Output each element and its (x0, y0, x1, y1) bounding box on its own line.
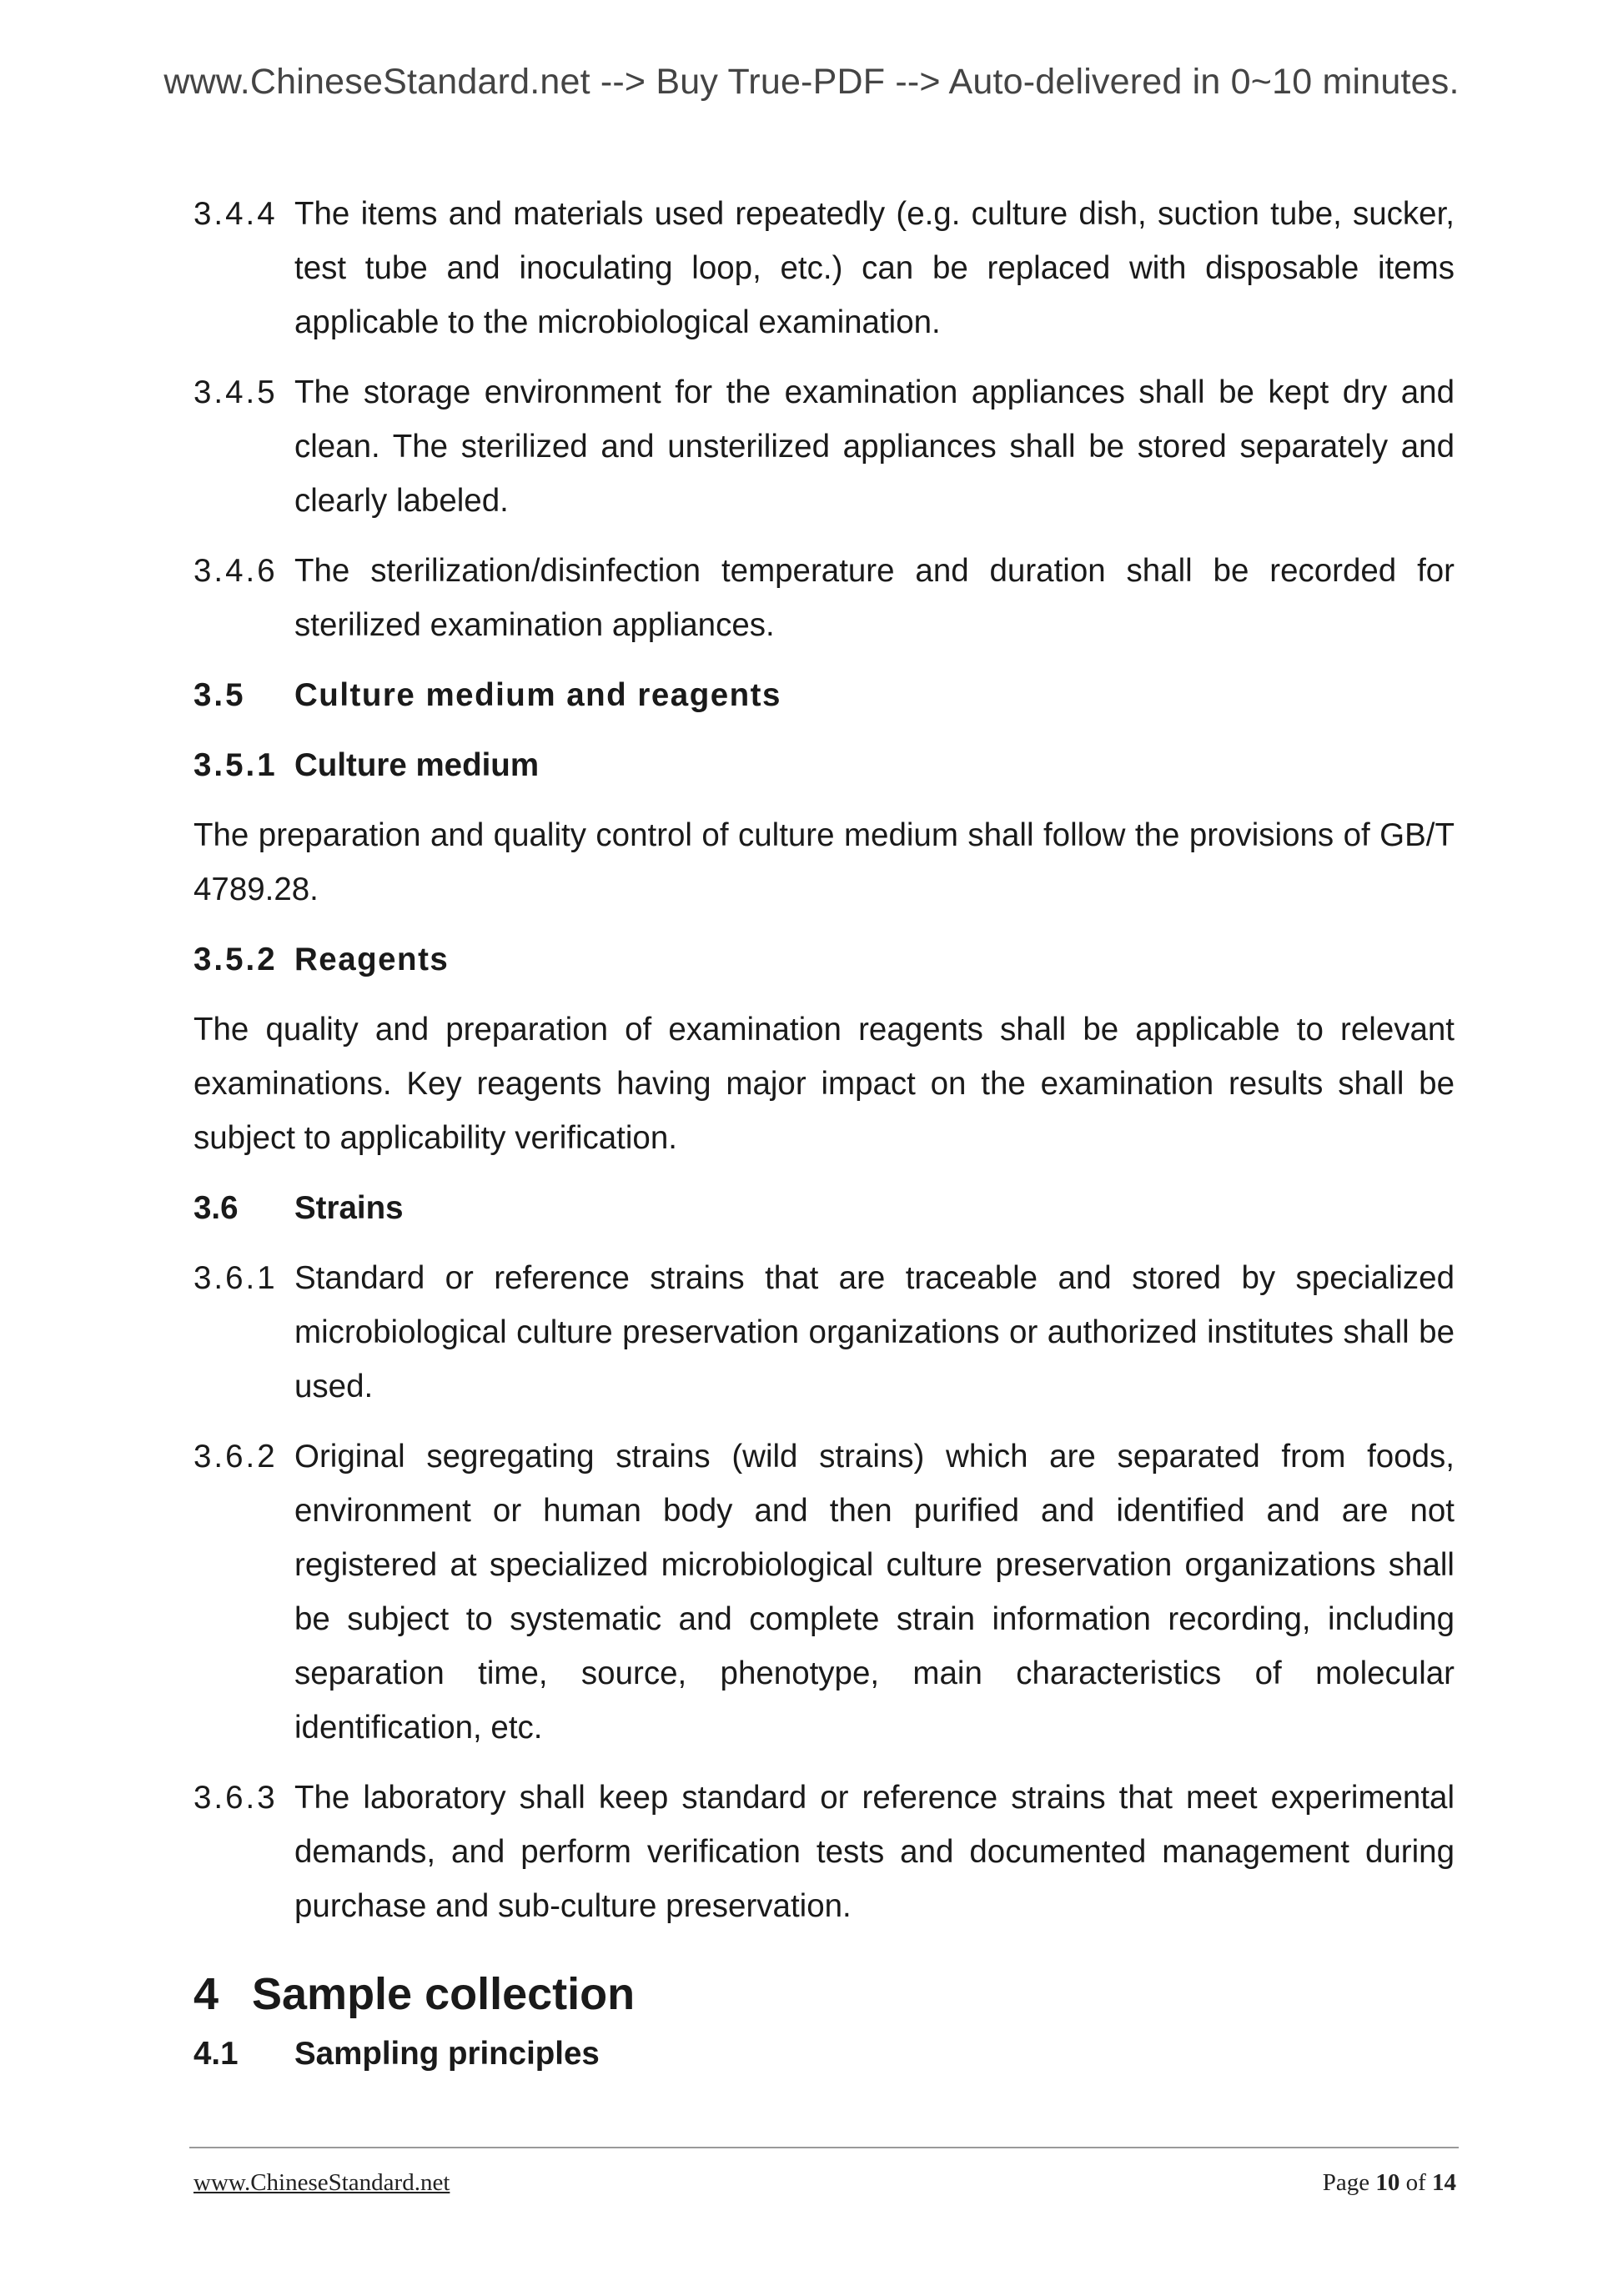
section-number: 3.5 (193, 677, 246, 713)
section-heading-3-5 (193, 668, 1455, 722)
page-label: Page (1322, 2169, 1370, 2196)
section-title: Sampling principles (294, 2036, 600, 2072)
clause-3-6-2 (193, 1429, 1455, 1755)
clause-number: 3.4.5 (193, 374, 278, 410)
section-number: 3.6 (193, 1190, 239, 1226)
section-heading-3-6 (193, 1181, 1455, 1235)
clause-3-6-1 (193, 1251, 1455, 1414)
clause-text: The items and materials used repeatedly (e.g. culture dish, suction tube, sucker, test tube and inoculating loop, etc.) can be replaced with disposable items applicable to the microbiological examination. (294, 196, 1455, 340)
section-number: 4.1 (193, 2036, 239, 2072)
document-body (193, 187, 1455, 2097)
section-title: Culture medium and reagents (294, 677, 781, 713)
section-heading-4-1 (193, 2027, 1455, 2081)
footer-divider (189, 2147, 1459, 2148)
section-title: Reagents (294, 942, 450, 977)
top-banner: www.ChineseStandard.net --> Buy True-PDF --> Auto-delivered in 0~10 minutes. (163, 62, 1460, 102)
clause-text: The laboratory shall keep standard or reference strains that meet experimental demands, and perform verification tests and documented management during purchase and sub-culture preservation. (294, 1780, 1455, 1924)
clause-number: 3.4.4 (193, 196, 278, 232)
chapter-heading-4 (193, 1965, 1455, 2023)
footer-site-link[interactable]: www.ChineseStandard.net (193, 2169, 450, 2196)
clause-number: 3.6.1 (193, 1260, 278, 1296)
paragraph-reagents: The quality and preparation of examination reagents shall be applicable to relevant examinations. Key reagents having major impact on the examination results shall be subject to applicability verification. (193, 1012, 1455, 1156)
page-number (1323, 2169, 1456, 2197)
page-of-label: of (1405, 2169, 1426, 2196)
paragraph-culture-medium: The preparation and quality control of culture medium shall follow the provisions of GB/T 4789.28. (193, 817, 1455, 907)
section-heading-3-5-2 (193, 932, 1455, 987)
clause-text: The sterilization/disinfection temperature and duration shall be recorded for sterilized examination appliances. (294, 553, 1455, 643)
clause-text: Original segregating strains (wild strains) which are separated from foods, environment or human body and then purified and identified and are not registered at specialized microbiological culture preservation organizations shall be subject to systematic and complete strain information recording, including separation time, source, phenotype, main characteristics of molecular identification, etc. (294, 1439, 1455, 1746)
section-number: 3.5.1 (193, 747, 278, 783)
section-heading-3-5-1 (193, 738, 1455, 792)
page-current: 10 (1375, 2169, 1400, 2196)
clause-number: 3.6.2 (193, 1439, 278, 1475)
clause-number: 3.4.6 (193, 553, 278, 589)
section-title: Strains (294, 1190, 404, 1226)
page-total: 14 (1432, 2169, 1456, 2196)
clause-text: The storage environment for the examination appliances shall be kept dry and clean. The sterilized and unsterilized appliances shall be stored separately and clearly labeled. (294, 374, 1455, 519)
clause-text: Standard or reference strains that are traceable and stored by specialized microbiological culture preservation organizations or authorized institutes shall be used. (294, 1260, 1455, 1404)
clause-3-6-3 (193, 1771, 1455, 1933)
section-title: Culture medium (294, 747, 540, 783)
clause-number: 3.6.3 (193, 1780, 278, 1816)
clause-3-4-4 (193, 187, 1455, 349)
section-number: 3.5.2 (193, 942, 278, 977)
chapter-title: Sample collection (252, 1969, 636, 2019)
chapter-number: 4 (193, 1969, 219, 2019)
clause-3-4-6 (193, 544, 1455, 652)
clause-3-4-5 (193, 365, 1455, 528)
